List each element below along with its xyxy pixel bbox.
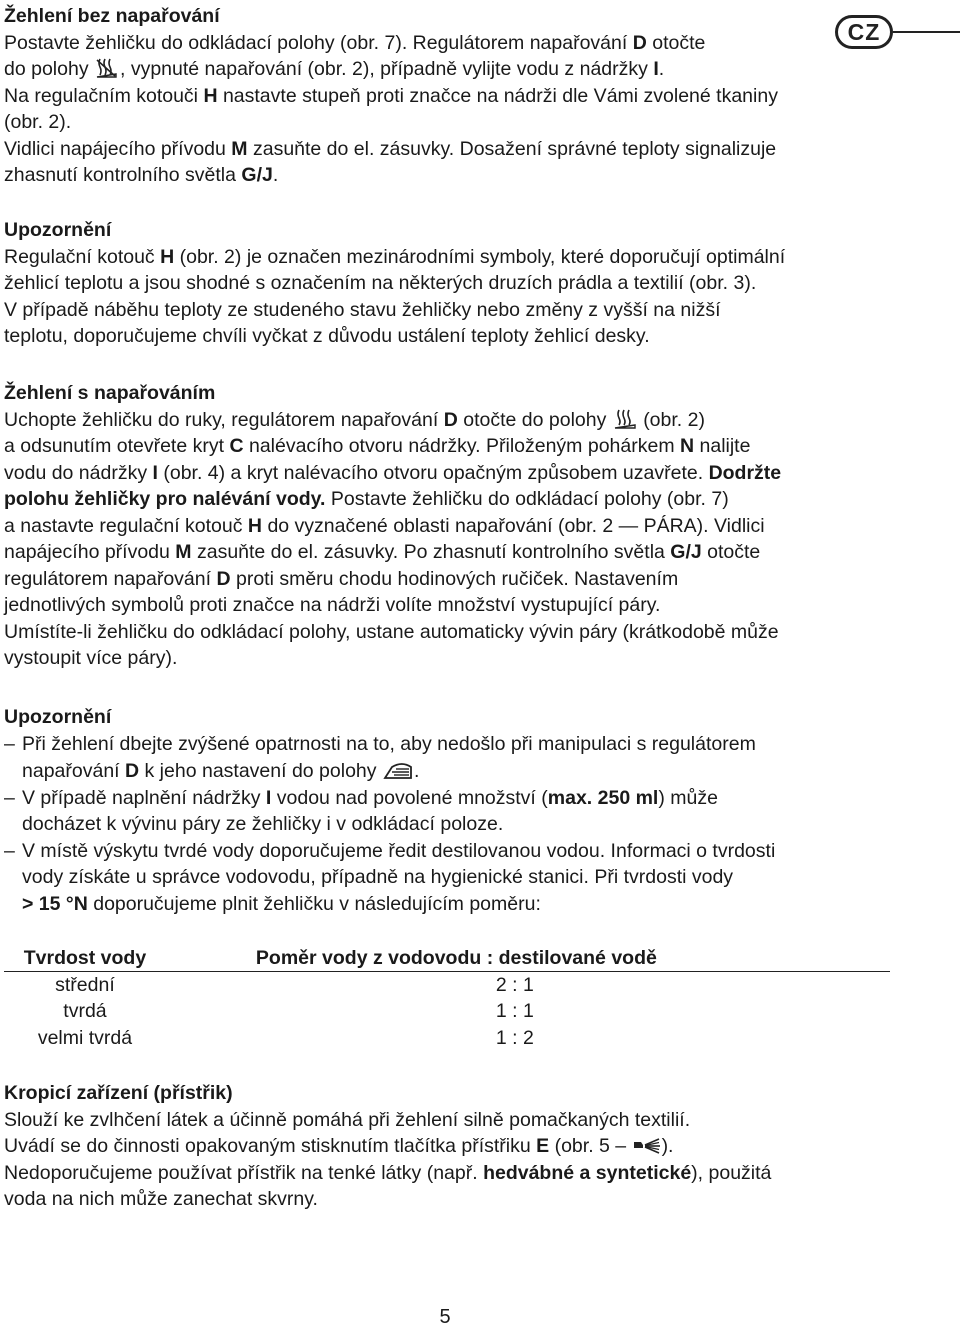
section-ironing-with-steam (4, 380, 904, 672)
table-row (4, 1025, 960, 1052)
table-header: Tvrdost vody (23, 946, 147, 969)
table-row (4, 999, 960, 1026)
paragraph-line: vystoupit více páry). (4, 647, 178, 669)
paragraph-line: teplotu, doporučujeme chvíli vyčkat z důvodu ustálení teploty žehlicí desky. (4, 325, 650, 347)
note-heading: Upozornění (4, 706, 112, 728)
paragraph-line: polohu žehličky pro nalévání vody. Postavte žehličku do odkládací polohy (obr. 7) (4, 488, 729, 510)
table-header-row (4, 944, 960, 972)
paragraph-line: do polohy , vypnuté napařování (obr. 2), případně vylijte vodu z nádržky I. (4, 58, 665, 80)
warning-note-1 (4, 217, 904, 350)
bullet-line: – Při žehlení dbejte zvýšené opatrnosti na to, aby nedošlo při manipulaci s regulátorem (4, 732, 756, 755)
paragraph-line: Regulační kotouč H (obr. 2) je označen mezinárodními symboly, které doporučují optimální (4, 245, 786, 268)
paragraph-line: zhasnutí kontrolního světla G/J. (4, 164, 279, 186)
note-heading: Upozornění (4, 219, 112, 241)
table-cell: 1 : 2 (495, 1026, 534, 1049)
paragraph-line: Postavte žehličku do odkládací polohy (obr. 7). Regulátorem napařování D otočte (4, 31, 706, 54)
paragraph-line: Nedoporučujeme používat přístřik na tenké látky (např. hedvábné a syntetické), použitá (4, 1161, 772, 1184)
table-cell: tvrdá (63, 1000, 107, 1023)
table-cell: velmi tvrdá (37, 1026, 133, 1049)
paragraph-line: (obr. 2). (4, 111, 72, 133)
paragraph-line: a nastavte regulační kotouč H do vyznačené oblasti napařování (obr. 2 — PÁRA). Vidlici (4, 514, 765, 537)
page-number: 5 (439, 1306, 451, 1328)
spray-icon (632, 1136, 662, 1156)
no-steam-icon (94, 57, 120, 79)
paragraph-line: Slouží ke zvlhčení látek a účinně pomáhá při žehlení silně pomačkaných textilií. (4, 1108, 691, 1131)
section-heading: Kropicí zařízení (přístřik) (4, 1082, 233, 1104)
paragraph-line: jednotlivých symbolů proti značce na nádrži volíte množství vystupující páry. (4, 594, 661, 616)
steam-max-icon (382, 757, 414, 781)
table-cell: 2 : 1 (495, 973, 534, 996)
bullet-line: vody získáte u správce vodovodu, případně na hygienické stanici. Při tvrdosti vody (22, 866, 734, 888)
language-badge: CZ (835, 15, 893, 49)
section-ironing-without-steam (4, 3, 904, 189)
bullet-line: – V případě naplnění nádržky I vodou nad povolené množství (max. 250 ml) může (4, 786, 718, 809)
bullet-line: – V místě výskytu tvrdé vody doporučujeme ředit destilovanou vodou. Informaci o tvrdosti (4, 839, 776, 862)
paragraph-line: Na regulačním kotouči H nastavte stupeň proti značce na nádrži dle Vámi zvolené tkaniny (4, 84, 778, 107)
section-heading: Žehlení bez napařování (4, 5, 220, 27)
warning-note-2 (4, 704, 904, 917)
paragraph-line: Uvádí se do činnosti opakovaným stisknutím tlačítka přístřiku E (obr. 5 – ). (4, 1135, 674, 1157)
paragraph-line: Vidlici napájecího přívodu M zasuňte do el. zásuvky. Dosažení správné teploty signalizuje (4, 137, 777, 160)
water-hardness-table (4, 944, 960, 1052)
paragraph-line: regulátorem napařování D proti směru chodu hodinových ručiček. Nastavením (4, 567, 679, 590)
section-spray-device (4, 1080, 904, 1213)
paragraph-line: napájecího přívodu M zasuňte do el. zásuvky. Po zhasnutí kontrolního světla G/J otočte (4, 541, 761, 563)
table-header: Poměr vody z vodovodu : destilované vodě (255, 946, 657, 969)
paragraph-line: a odsunutím otevřete kryt C nalévacího otvoru nádržky. Přiloženým pohárkem N nalijte (4, 435, 751, 457)
table-row (4, 972, 960, 999)
bullet-line: > 15 °N doporučujeme plnit žehličku v následujícím poměru: (22, 892, 541, 915)
section-heading: Žehlení s napařováním (4, 382, 216, 404)
paragraph-line: žehlicí teplotu a jsou shodné s označením na některých druzích prádla a textilií (obr. 3). (4, 272, 757, 294)
paragraph-line: Umístíte-li žehličku do odkládací polohy, ustane automaticky vývin páry (krátkodobě může (4, 620, 779, 643)
paragraph-line: voda na nich může zanechat skvrny. (4, 1188, 318, 1210)
bullet-line: napařování D k jeho nastavení do polohy . (4, 757, 904, 785)
table-cell: střední (55, 973, 115, 996)
paragraph-line: vodu do nádržky I (obr. 4) a kryt nalévacího otvoru opačným způsobem uzavřete. Dodržte (4, 461, 782, 484)
paragraph-line: Uchopte žehličku do ruky, regulátorem napařování D otočte do polohy (obr. 2) (4, 408, 705, 431)
table-header-divider (4, 971, 890, 972)
bullet-line: docházet k vývinu páry ze žehličky i v odkládací poloze. (22, 813, 504, 835)
steam-icon (612, 408, 638, 430)
paragraph-line: V případě náběhu teploty ze studeného stavu žehličky nebo změny z vyšší na nižší (4, 298, 721, 321)
table-cell: 1 : 1 (495, 1000, 534, 1023)
